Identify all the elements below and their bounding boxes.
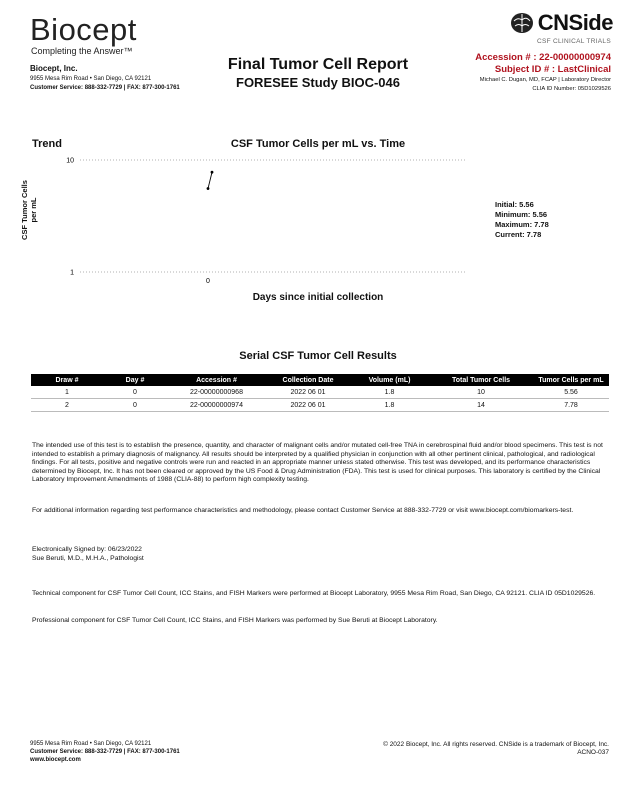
- company-address: 9955 Mesa Rim Road • San Diego, CA 92121: [30, 76, 152, 82]
- cell-draw: 1: [31, 386, 103, 399]
- professional-component-paragraph: Professional component for CSF Tumor Cell Count, ICC Stains, and FISH Markers was performed by Sue Beruti at Biocept Laboratory.: [32, 617, 438, 624]
- technical-component-paragraph: Technical component for CSF Tumor Cell Count, ICC Stains, and FISH Markers were performed at Biocept Laboratory, 9955 Mesa Rim Road, San Diego, CA 92121. CLIA ID 05D1029526.: [32, 590, 596, 597]
- cell-total: 10: [429, 386, 533, 399]
- results-table: [31, 374, 609, 412]
- intended-use-paragraph: The intended use of this test is to establish the presence, quantity, and character of malignant cells and/or mutated cell-free TNA in cerebrospinal fluid and/or blood specimens. This test is not intended to establish a primary diagnosis of malignancy. All results should be interpreted by a qualified physician in conjunction with all other pertinent clinical, pathological, and radiological findings. For all tests, positive and negative controls were run and reacted in an appropriate manner unless stated otherwise. This test was developed, and its performance characteristics determined by Biocept, Inc. It has not been cleared or approved by the US Food & Drug Administration (FDA). This test is used for clinical purposes. This laboratory is certified by the Clinical Laboratory Improvement Amendments of 1988 (CLIA-88) to perform high complexity testing.: [32, 442, 603, 484]
- cell-date: 2022 06 01: [266, 399, 350, 412]
- table-header-row: [31, 374, 609, 386]
- study-title: FORESEE Study BIOC-046: [236, 75, 400, 90]
- stat-current: Current: 7.78: [495, 230, 542, 239]
- trend-stats: [495, 200, 549, 240]
- chart-y-label: CSF Tumor Cells per mL: [20, 180, 38, 240]
- cell-draw: 2: [31, 399, 103, 412]
- footer-website: www.biocept.com: [30, 757, 81, 763]
- stat-minimum: Minimum: 5.56: [495, 210, 548, 219]
- cell-day: 0: [103, 399, 167, 412]
- cell-volume: 1.8: [350, 399, 429, 412]
- col-total-cells: Total Tumor Cells: [429, 374, 533, 386]
- chart-data-point: [207, 187, 210, 190]
- accession-number: Accession # : 22-00000000974: [475, 52, 611, 63]
- trend-chart: [0, 0, 635, 300]
- chart-x-tick-label: 0: [206, 278, 210, 285]
- footer-address: 9955 Mesa Rim Road • San Diego, CA 92121: [30, 741, 152, 747]
- chart-title: CSF Tumor Cells per mL vs. Time: [230, 138, 406, 150]
- chart-x-label: Days since initial collection: [252, 292, 384, 303]
- col-volume: Volume (mL): [350, 374, 429, 386]
- trend-label: Trend: [32, 138, 62, 150]
- cell-per-ml: 5.56: [533, 386, 609, 399]
- col-draw: Draw #: [31, 374, 103, 386]
- biocept-logo: Biocept: [30, 12, 137, 47]
- clia-number: CLIA ID Number: 05D1029526: [532, 86, 611, 92]
- table-row: [31, 386, 609, 399]
- customer-service: Customer Service: 888-332-7729 | FAX: 877-300-1761: [30, 85, 180, 91]
- stat-initial: Initial: 5.56: [495, 200, 534, 209]
- report-title: Final Tumor Cell Report: [227, 56, 409, 73]
- col-accession: Accession #: [167, 374, 266, 386]
- signed-by: Electronically Signed by: 06/23/2022: [32, 546, 142, 553]
- table-row: [31, 399, 609, 412]
- chart-series-line: [208, 172, 212, 188]
- col-collection-date: Collection Date: [266, 374, 350, 386]
- cell-per-ml: 7.78: [533, 399, 609, 412]
- stat-maximum: Maximum: 7.78: [495, 220, 549, 229]
- cell-accession: 22-00000000968: [167, 386, 266, 399]
- cnside-name: CNSide: [537, 10, 613, 35]
- cell-total: 14: [429, 399, 533, 412]
- chart-y-tick-label: 10: [66, 157, 74, 165]
- cell-volume: 1.8: [350, 386, 429, 399]
- cell-accession: 22-00000000974: [167, 399, 266, 412]
- lab-director: Michael C. Dugan, MD, FCAP | Laboratory Director: [479, 77, 611, 83]
- additional-info-paragraph: For additional information regarding test performance characteristics and methodology, please contact Customer Service at 888-332-7729 or visit www.biocept.com/biomarkers-test.: [32, 507, 574, 514]
- footer-service: Customer Service: 888-332-7729 | FAX: 877-300-1761: [30, 749, 180, 755]
- chart-data-point: [211, 171, 214, 174]
- table-title: Serial CSF Tumor Cell Results: [239, 350, 397, 362]
- signer-name: Sue Beruti, M.D., M.H.A., Pathologist: [32, 555, 144, 562]
- tagline: Completing the Answer™: [31, 46, 133, 56]
- col-day: Day #: [103, 374, 167, 386]
- cell-day: 0: [103, 386, 167, 399]
- cnside-subtitle: CSF CLINICAL TRIALS: [537, 38, 611, 45]
- cell-date: 2022 06 01: [266, 386, 350, 399]
- col-cells-per-ml: Tumor Cells per mL: [533, 374, 609, 386]
- footer-form-code: ACNO-037: [577, 749, 609, 756]
- subject-id: Subject ID # : LastClinical: [494, 64, 611, 75]
- company-name: Biocept, Inc.: [30, 64, 78, 73]
- footer-copyright: © 2022 Biocept, Inc. All rights reserved. CNSide is a trademark of Biocept, Inc.: [383, 741, 609, 748]
- chart-y-tick-label: 1: [70, 269, 74, 277]
